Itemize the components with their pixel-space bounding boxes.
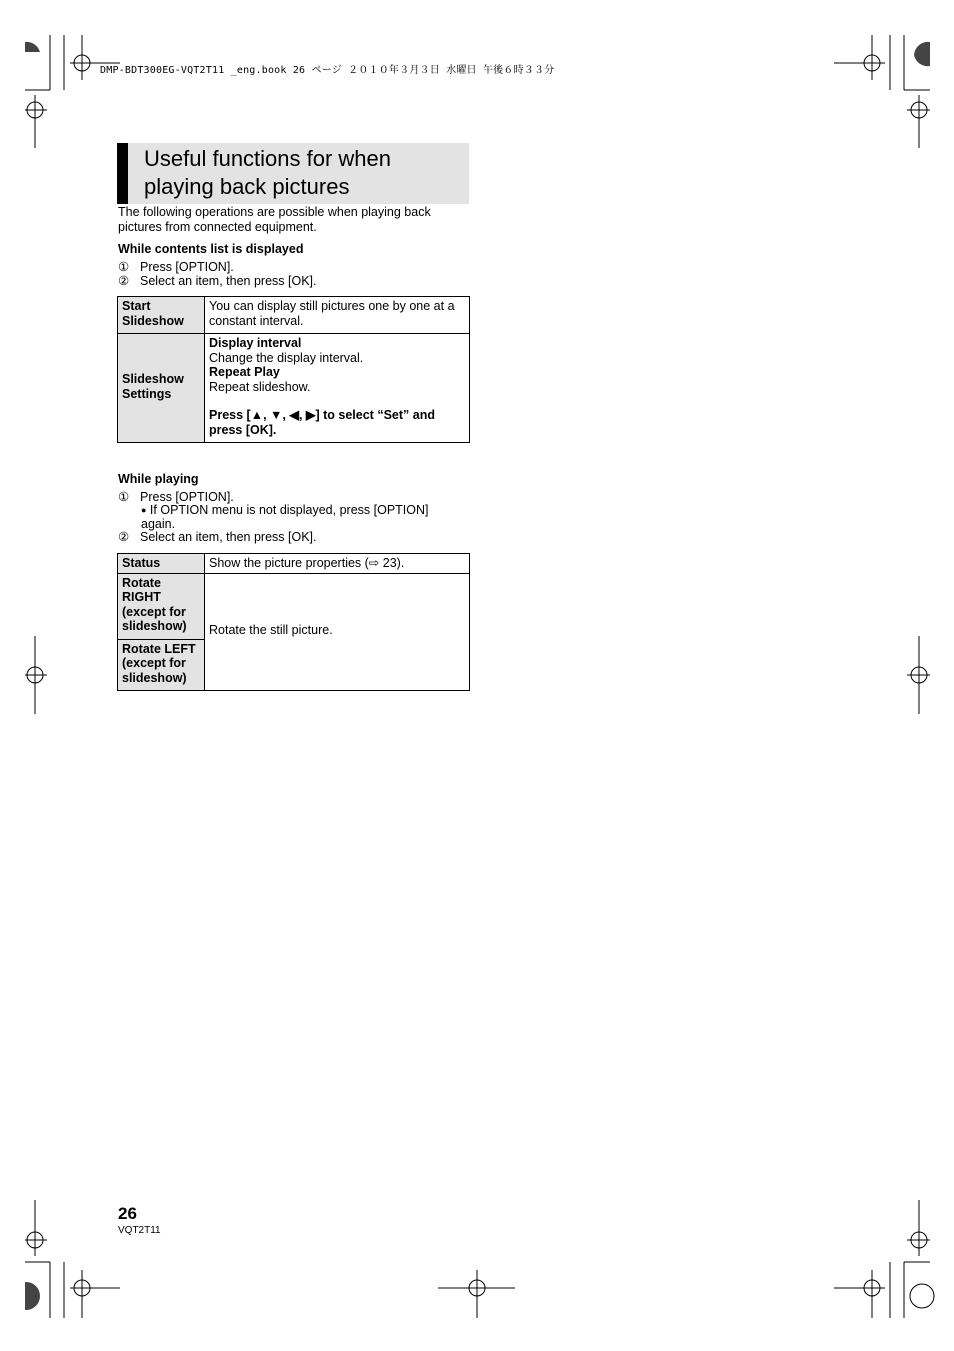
option-label: Rotate LEFT (except for slideshow) [118,639,205,691]
table-row [118,297,470,334]
bullet-icon: ● [141,505,147,515]
setting-note: Press [▲, ▼, ◀, ▶] to select “Set” and press [OK]. [209,408,435,437]
step-text: Select an item, then press [OK]. [140,274,317,288]
print-header: DMP-BDT300EG-VQT2T11 _eng.book 26 ページ ２０１０年３月３日 水曜日 午後６時３３分 [100,65,555,76]
option-label: Rotate RIGHT (except for slideshow) [118,573,205,639]
page-number: 26 [118,1204,137,1223]
step-text: Select an item, then press [OK]. [140,530,317,544]
section-title [144,145,391,201]
playing-step-2 [118,530,316,544]
option-desc: You can display still pictures one by one at a constant interval. [205,297,470,334]
section-title-line2: playing back pictures [144,174,350,199]
while-playing-heading: While playing [118,472,199,486]
step-number: ① [118,490,130,504]
step-number: ① [118,260,130,274]
bullet-text: If OPTION menu is not displayed, press [OPTION] again. [141,503,429,531]
option-label: Status [118,554,205,574]
step-text: Press [OPTION]. [140,490,234,504]
option-label: Slideshow Settings [118,334,205,443]
setting-text: Change the display interval. [209,350,364,365]
step-number: ② [118,274,130,288]
contents-list-heading: While contents list is displayed [118,242,304,256]
setting-text: Repeat slideshow. [209,379,311,394]
playing-step-1 [118,490,234,504]
contents-step-2 [118,274,316,288]
contents-options-table [117,296,470,443]
section-title-box [117,143,469,204]
option-desc: Rotate the still picture. [205,573,470,691]
playing-bullet [141,503,451,531]
intro-text: The following operations are possible when playing back pictures from connected equipment. [118,205,431,234]
section-title-line1: Useful functions for when [144,146,392,171]
table-row [118,573,470,639]
option-label: Start Slideshow [118,297,205,334]
step-number: ② [118,530,130,544]
setting-title: Repeat Play [209,365,280,379]
table-row [118,554,470,574]
step-text: Press [OPTION]. [140,260,234,274]
contents-step-1 [118,260,234,274]
table-row [118,334,470,443]
option-desc [205,334,470,443]
option-desc: Show the picture properties (⇨ 23). [205,554,470,574]
setting-title: Display interval [209,336,302,350]
playing-options-table [117,553,470,691]
document-code: VQT2T11 [118,1225,161,1236]
title-accent-bar [117,143,128,204]
